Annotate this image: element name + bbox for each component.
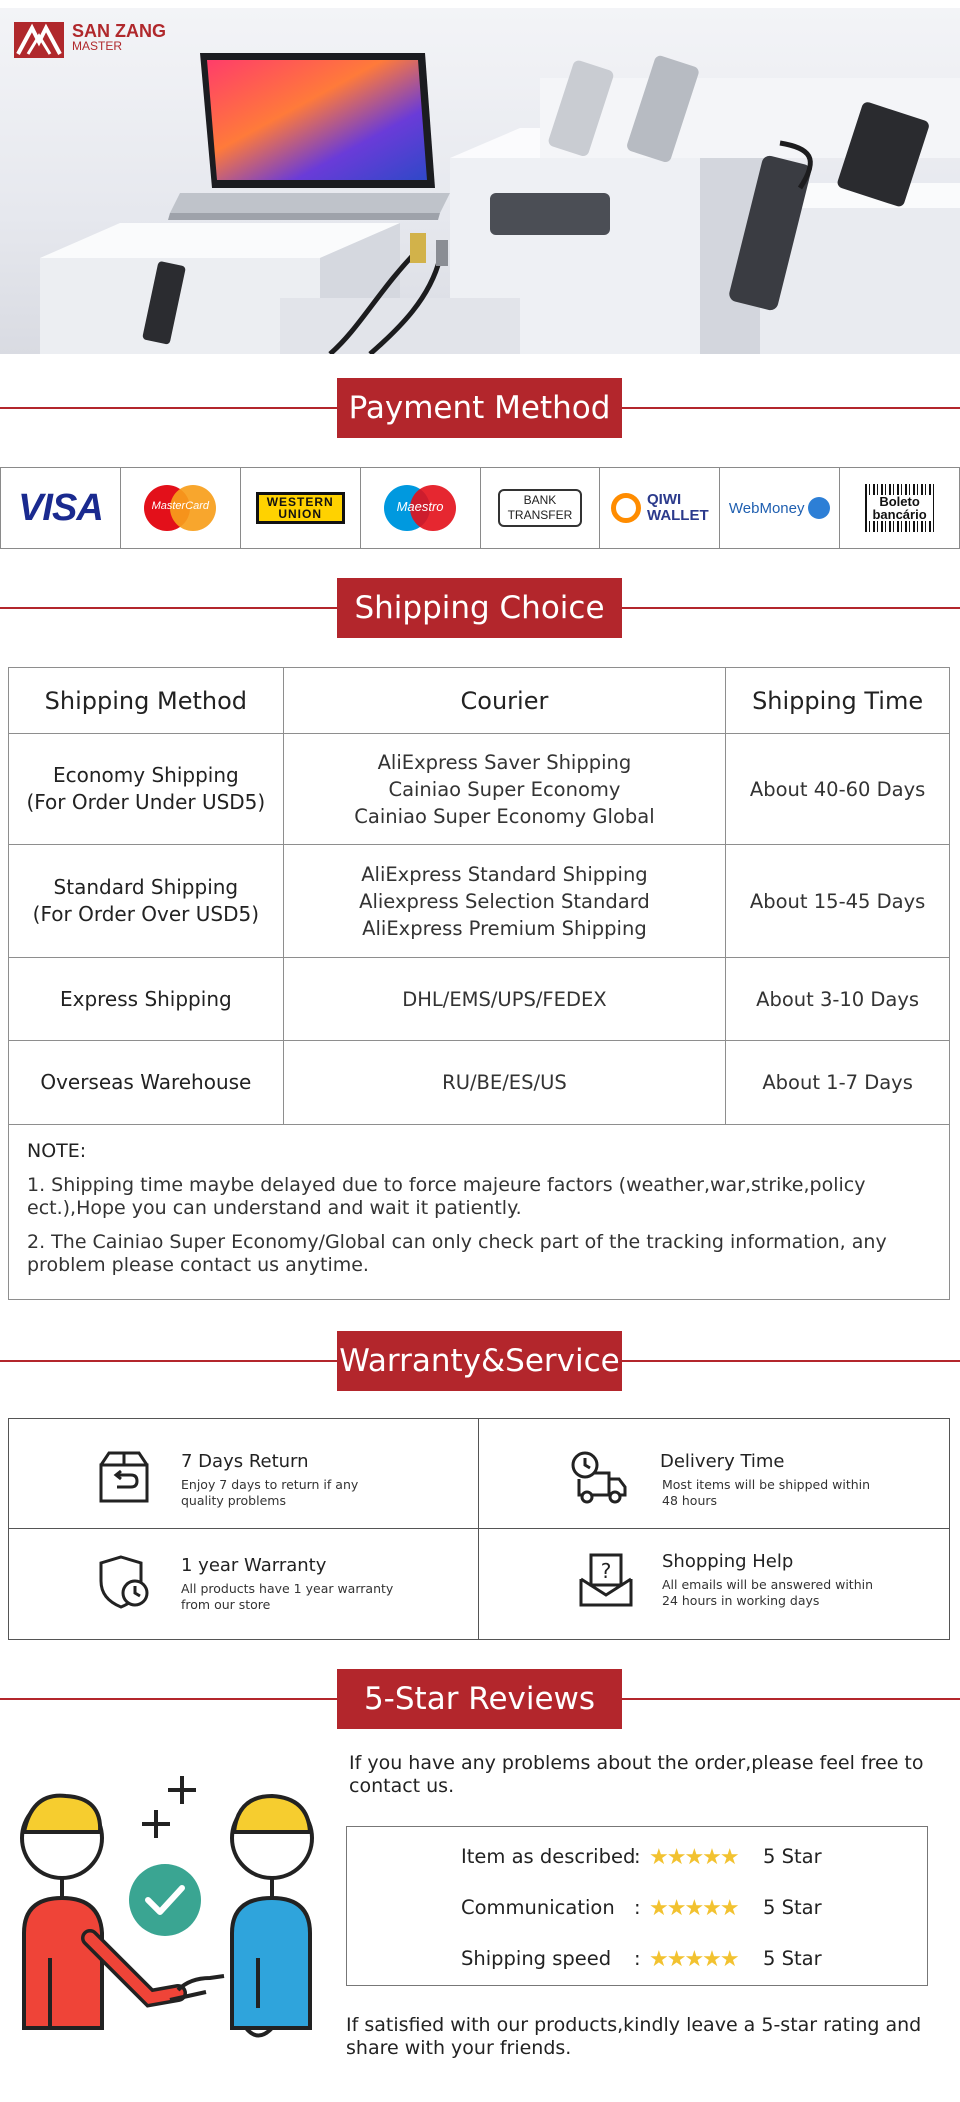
western-union-logo: WESTERN UNION: [241, 468, 361, 548]
rating-value: 5 Star: [763, 1845, 822, 1868]
warranty-item: [9, 1529, 479, 1639]
warranty-item: [479, 1529, 949, 1639]
svg-text:?: ?: [600, 1559, 612, 1583]
table-row: [9, 1041, 950, 1125]
payment-section-title: Payment Method: [337, 378, 622, 438]
warranty-title: 7 Days Return: [181, 1451, 309, 1472]
payment-methods-strip: [0, 467, 960, 549]
ratings-box: [346, 1826, 928, 1986]
courier-cell: AliExpress Standard Shipping Aliexpress Selection Standard AliExpress Premium Shipping: [283, 845, 726, 958]
reviews-section-title: 5-Star Reviews: [337, 1669, 622, 1729]
shipping-table: [8, 667, 950, 1125]
hero-banner: [0, 8, 960, 354]
webmoney-logo: WebMoney: [720, 468, 840, 548]
warranty-title: 1 year Warranty: [181, 1555, 327, 1576]
shipping-method-cell: Express Shipping: [9, 958, 284, 1041]
help-envelope-icon: [577, 1551, 635, 1609]
warranty-desc: All emails will be answered within 24 hours in working days: [662, 1577, 874, 1608]
table-row: [9, 845, 950, 958]
warranty-section-title: Warranty&Service: [337, 1331, 622, 1391]
courier-cell: DHL/EMS/UPS/FEDEX: [283, 958, 726, 1041]
rating-value: 5 Star: [763, 1947, 822, 1970]
delivery-truck-icon: [569, 1449, 627, 1507]
rating-row: Shipping speed : ★★★★★ 5 Star: [461, 1947, 822, 1972]
note-item: 2. The Cainiao Super Economy/Global can only check part of the tracking information, any problem please contact us anytime.: [27, 1231, 887, 1276]
shipping-time-cell: About 40-60 Days: [726, 734, 950, 845]
table-row: [9, 734, 950, 845]
qiwi-icon: [611, 493, 641, 523]
shipping-time-cell: About 3-10 Days: [726, 958, 950, 1041]
column-header: Courier: [283, 668, 726, 734]
brand-logo: [14, 22, 166, 58]
rating-label: Item as described: [461, 1845, 636, 1868]
brand-subname: MASTER: [72, 39, 123, 53]
note-item: 1. Shipping time maybe delayed due to force majeure factors (weather,war,strike,policy ect.),Hope you can understand and wait it patiently.: [27, 1174, 866, 1219]
qiwi-wallet-logo: QIWI WALLET: [600, 468, 720, 548]
reviews-intro-text: If you have any problems about the order,please feel free to contact us.: [349, 1752, 924, 1797]
shipping-method-cell: Overseas Warehouse: [9, 1041, 284, 1125]
warranty-desc: All products have 1 year warranty from our store: [181, 1581, 394, 1612]
star-rating-icon: ★★★★★: [649, 1947, 738, 1972]
table-row: [9, 958, 950, 1041]
shipping-time-cell: About 1-7 Days: [726, 1041, 950, 1125]
star-rating-icon: ★★★★★: [649, 1845, 738, 1870]
note-title: NOTE:: [27, 1140, 87, 1162]
warranty-item: [9, 1419, 479, 1529]
handshake-illustration: [10, 1728, 320, 2048]
rating-value: 5 Star: [763, 1896, 822, 1919]
warranty-desc: Enjoy 7 days to return if any quality problems: [181, 1477, 359, 1508]
boleto-logo: Boleto bancário: [840, 468, 959, 548]
column-header: Shipping Method: [9, 668, 284, 734]
shipping-time-cell: About 15-45 Days: [726, 845, 950, 958]
column-header: Shipping Time: [726, 668, 950, 734]
warranty-grid: [8, 1418, 950, 1640]
rating-label: Shipping speed: [461, 1947, 612, 1970]
reviews-closing-text: If satisfied with our products,kindly leave a 5-star rating and share with your friends.: [346, 2014, 922, 2059]
warranty-desc: Most items will be shipped within 48 hours: [662, 1477, 871, 1508]
visa-logo: VISA: [1, 468, 121, 548]
shipping-note: [8, 1124, 950, 1300]
warranty-title: Delivery Time: [660, 1451, 785, 1472]
maestro-logo: Maestro: [361, 468, 481, 548]
return-box-icon: [95, 1449, 153, 1507]
rating-label: Communication: [461, 1896, 615, 1919]
globe-icon: [808, 497, 830, 519]
star-rating-icon: ★★★★★: [649, 1896, 738, 1921]
warranty-item: [479, 1419, 949, 1529]
table-header-row: [9, 668, 950, 734]
courier-cell: RU/BE/ES/US: [283, 1041, 726, 1125]
brand-name: SAN ZANG: [72, 21, 166, 41]
shipping-method-cell: Standard Shipping (For Order Over USD5): [9, 845, 284, 958]
warranty-title: Shopping Help: [662, 1551, 794, 1572]
mastercard-logo: MasterCard: [121, 468, 241, 548]
shipping-section-title: Shipping Choice: [337, 578, 622, 638]
laptop-illustration: [168, 53, 450, 220]
brand-mark-icon: [14, 22, 64, 58]
rating-row: Item as described : ★★★★★ 5 Star: [461, 1845, 822, 1870]
rating-row: Communication : ★★★★★ 5 Star: [461, 1896, 822, 1921]
shield-clock-icon: [95, 1553, 153, 1611]
bank-transfer-logo: BANK TRANSFER: [481, 468, 601, 548]
courier-cell: AliExpress Saver Shipping Cainiao Super Economy Cainiao Super Economy Global: [283, 734, 726, 845]
product-scene-illustration: [0, 8, 960, 354]
shipping-method-cell: Economy Shipping (For Order Under USD5): [9, 734, 284, 845]
